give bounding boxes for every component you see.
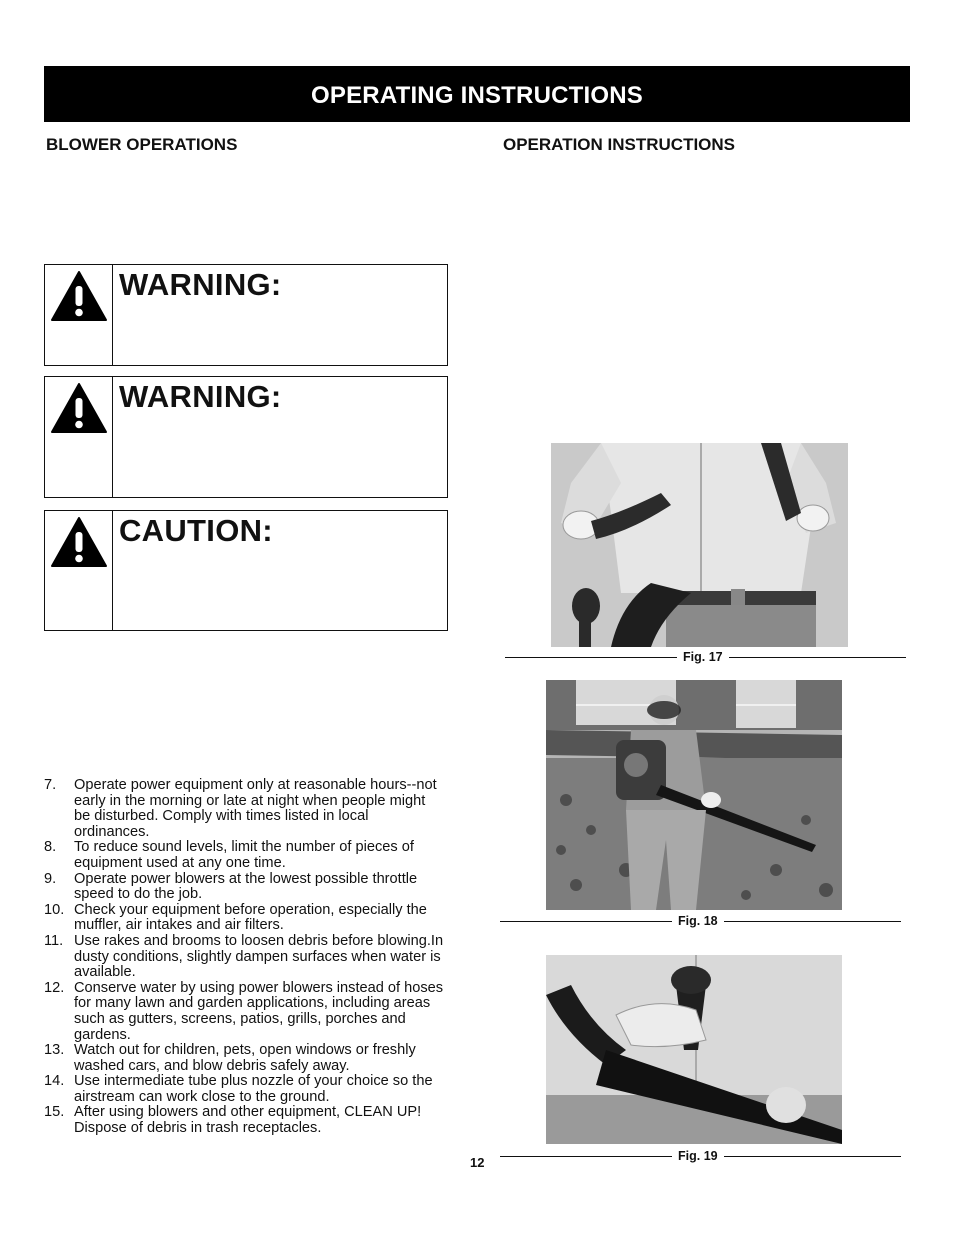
warning-box-2 xyxy=(44,376,448,498)
list-text: Conserve water by using power blowers instead of hoses for many lawn and garden applications, including areas such as gutters, screens, patios, grills, porches and gardens. xyxy=(74,979,444,1043)
operation-instructions-heading: OPERATION INSTRUCTIONS xyxy=(503,135,736,154)
list-number: 8. xyxy=(44,839,57,856)
caption-rule xyxy=(724,1156,901,1157)
list-number: 12. xyxy=(44,979,65,996)
list-text: To reduce sound levels, limit the number of pieces of equipment used at any one time. xyxy=(74,839,414,871)
warning-title: WARNING: xyxy=(119,379,282,414)
harness-photo-illustration xyxy=(551,443,848,647)
fig-19-handle-photo xyxy=(546,955,842,1144)
list-number: 14. xyxy=(44,1073,65,1090)
list-item xyxy=(44,1105,444,1136)
list-number: 10. xyxy=(44,901,65,918)
list-text: Operate power blowers at the lowest possible throttle speed to do the job. xyxy=(74,870,418,903)
list-text: Watch out for children, pets, open windows or freshly washed cars, and blow debris safely away. xyxy=(74,1042,416,1074)
fig-18-yard-photo xyxy=(546,680,842,910)
warning-triangle-icon xyxy=(50,270,108,322)
list-text: Check your equipment before operation, especially the muffler, air intakes and air filters. xyxy=(74,901,427,934)
list-item xyxy=(44,840,444,871)
page-header-bar xyxy=(44,66,910,122)
page-number: 12 xyxy=(470,1155,485,1170)
warning-triangle-icon xyxy=(50,382,108,434)
alert-icon-cell xyxy=(45,265,113,365)
fig-17-label: Fig. 17 xyxy=(683,650,723,664)
list-text: Operate power equipment only at reasonable hours--not early in the morning or late at night when people might be disturbed. Comply with times listed in local ordinances. xyxy=(74,777,437,840)
caption-rule xyxy=(500,921,672,922)
warning-box-1 xyxy=(44,264,448,366)
list-number: 13. xyxy=(44,1042,65,1059)
list-number: 9. xyxy=(44,870,57,887)
page-title: OPERATING INSTRUCTIONS xyxy=(311,82,643,109)
caution-title: CAUTION: xyxy=(119,513,273,548)
fig-17-caption xyxy=(505,650,906,664)
warning-title: WARNING: xyxy=(119,267,282,302)
alert-icon-cell xyxy=(45,511,113,630)
list-number: 7. xyxy=(44,777,57,793)
list-item xyxy=(44,872,444,903)
fig-19-caption xyxy=(500,1149,901,1163)
caution-triangle-icon xyxy=(50,516,108,568)
caption-rule xyxy=(505,657,677,658)
list-item xyxy=(44,1074,444,1105)
caption-rule xyxy=(500,1156,672,1157)
fig-19-label: Fig. 19 xyxy=(678,1149,718,1163)
list-item xyxy=(44,778,444,840)
blower-operations-heading: BLOWER OPERATIONS xyxy=(46,135,238,154)
handle-photo-illustration xyxy=(546,955,842,1144)
blower-rules-list xyxy=(44,778,444,1137)
list-text: Use rakes and brooms to loosen debris before blowing.In dusty conditions, slightly dampen surfaces when water is available. xyxy=(74,932,444,981)
caution-box xyxy=(44,510,448,631)
fig-17-harness-photo xyxy=(551,443,848,647)
yard-photo-illustration xyxy=(546,680,842,910)
fig-18-label: Fig. 18 xyxy=(678,914,718,928)
list-text: Use intermediate tube plus nozzle of your choice so the airstream can work close to the ground. xyxy=(74,1073,433,1105)
list-item xyxy=(44,1043,444,1074)
list-item xyxy=(44,934,444,981)
list-number: 11. xyxy=(44,932,64,949)
fig-18-caption xyxy=(500,914,901,928)
list-number: 15. xyxy=(44,1104,65,1121)
list-item xyxy=(44,903,444,934)
list-item xyxy=(44,981,444,1043)
list-text: After using blowers and other equipment, CLEAN UP! Dispose of debris in trash receptacles. xyxy=(74,1104,422,1137)
alert-icon-cell xyxy=(45,377,113,497)
caption-rule xyxy=(729,657,906,658)
caption-rule xyxy=(724,921,901,922)
